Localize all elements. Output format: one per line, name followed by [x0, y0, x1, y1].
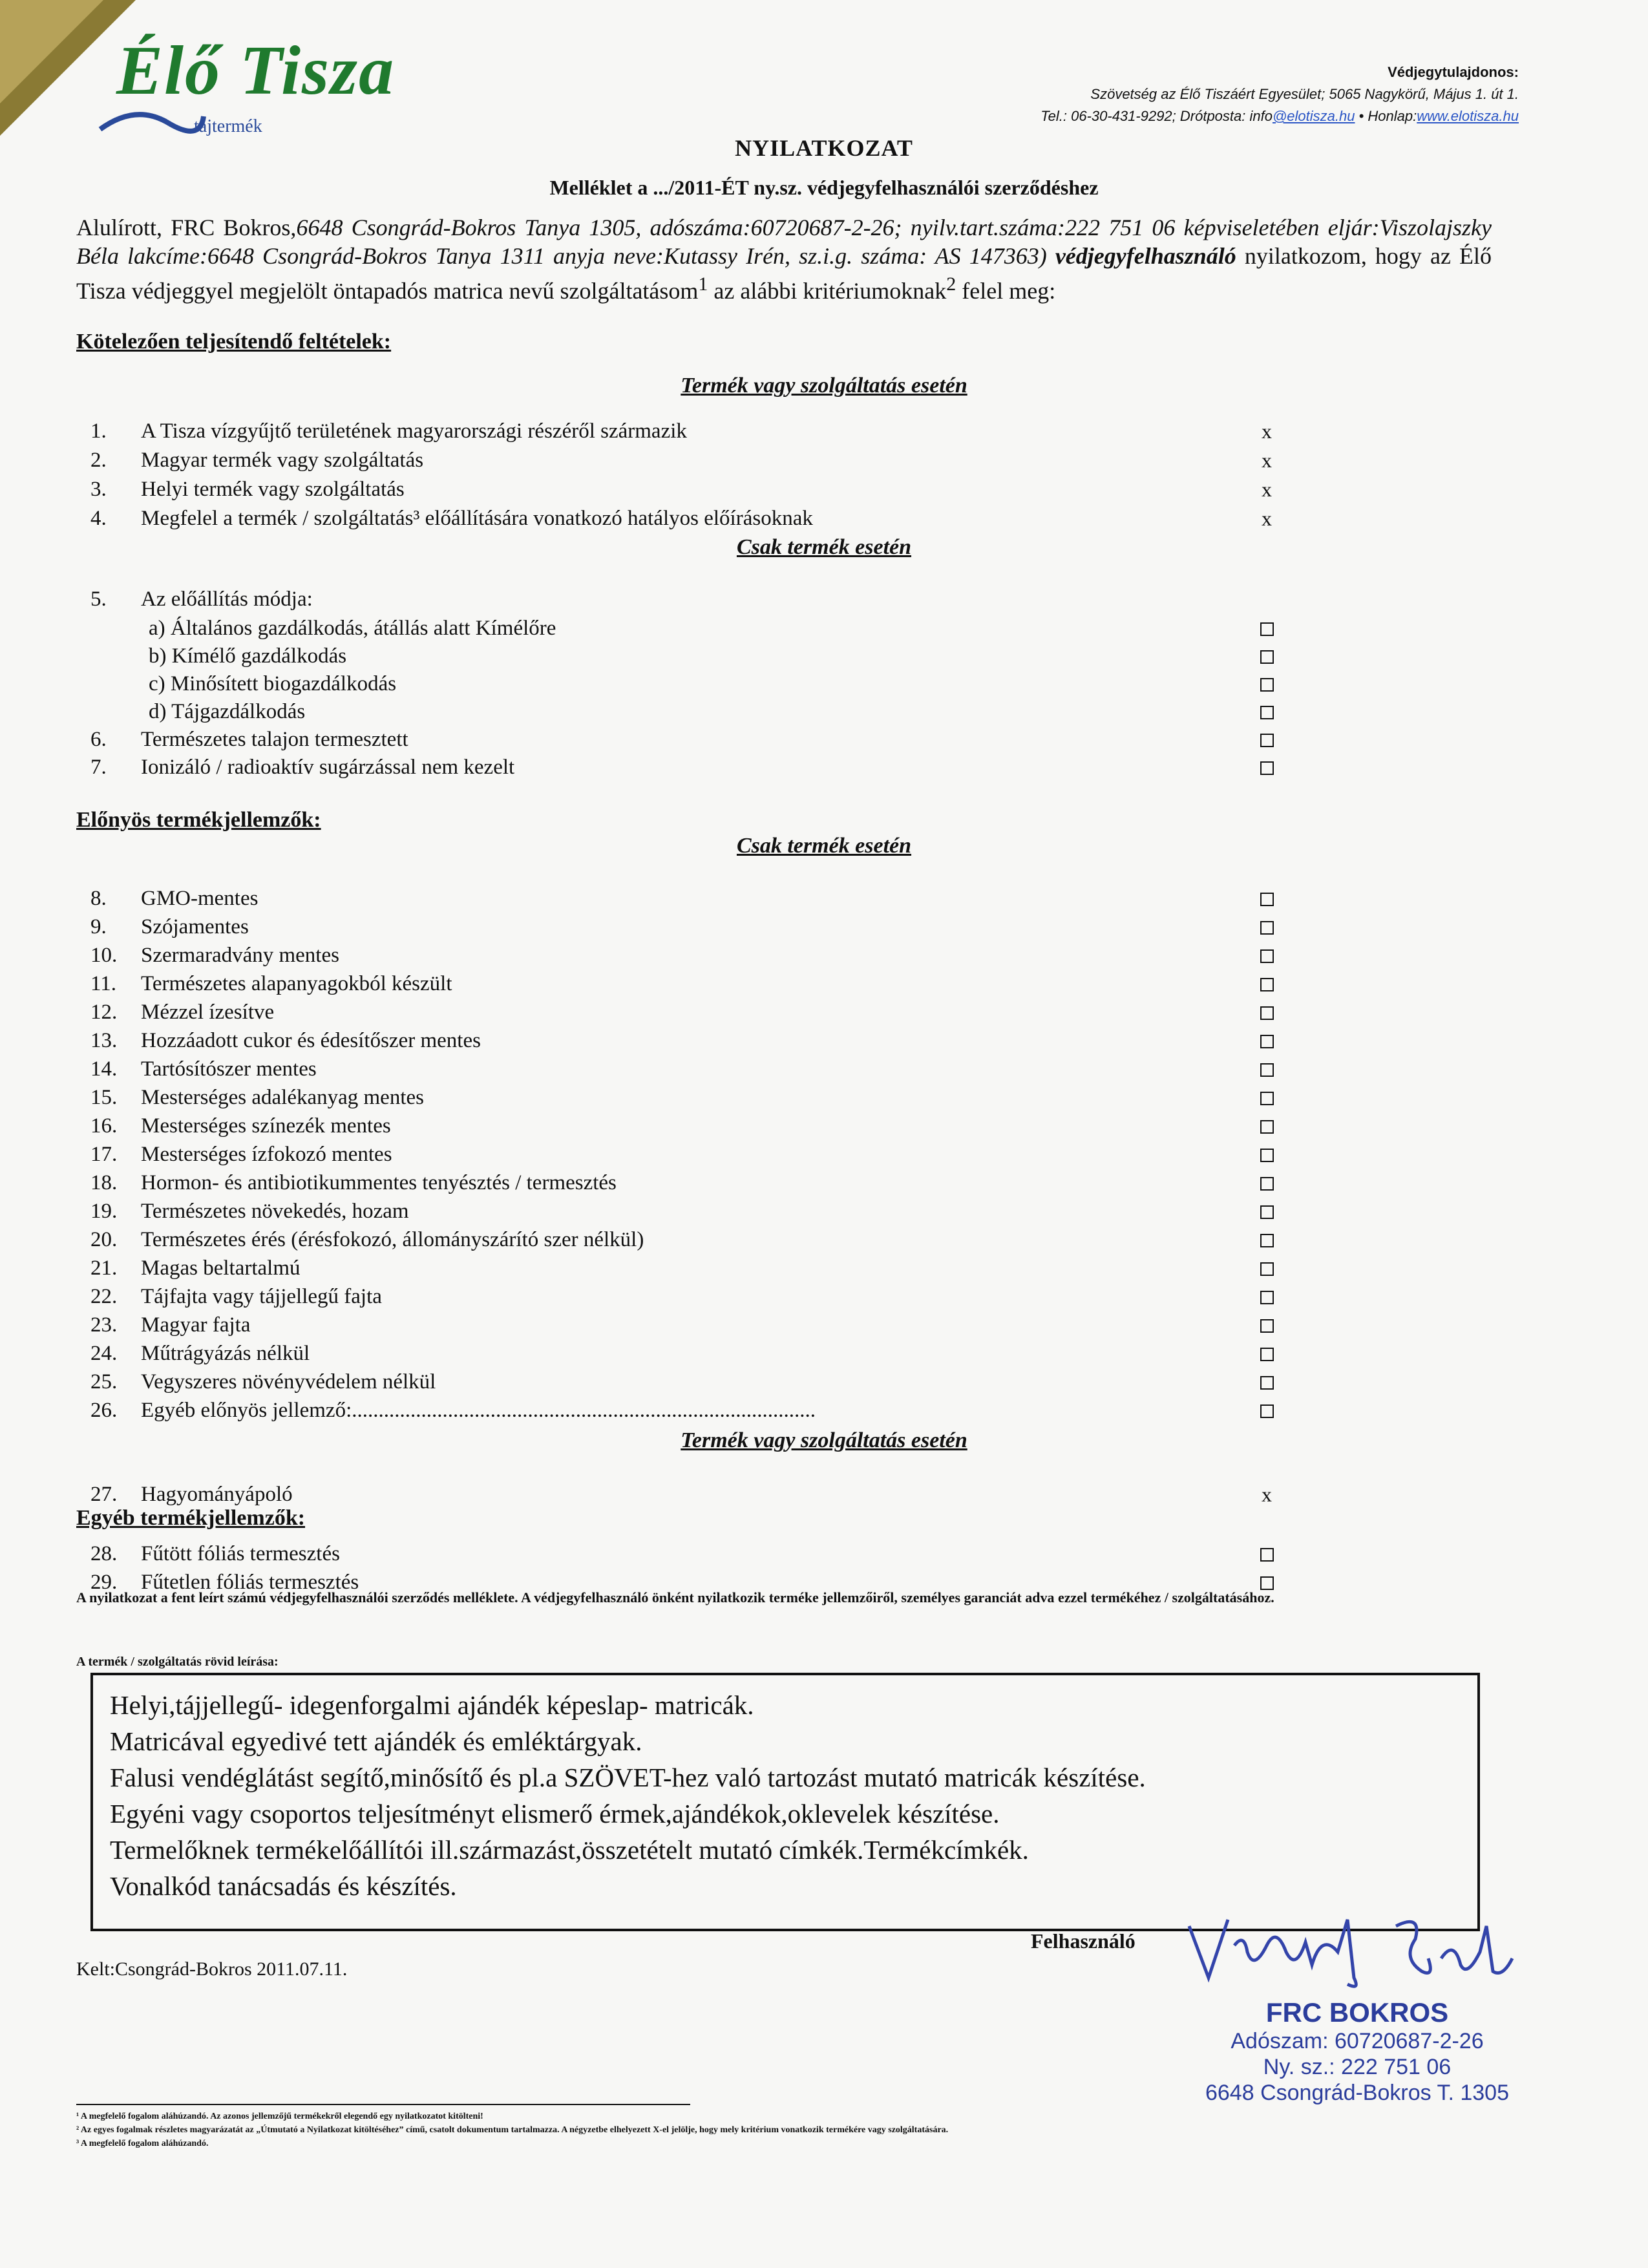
criteria-check-mark[interactable]: x — [1262, 419, 1272, 443]
criteria-checkbox[interactable] — [1254, 642, 1280, 670]
document-title: NYILATKOZAT — [735, 135, 913, 161]
criteria-row — [90, 417, 1293, 445]
criteria-row — [90, 725, 1293, 754]
criteria-checkbox[interactable] — [1254, 1055, 1280, 1083]
criteria-number: 28. — [90, 1542, 118, 1565]
criteria-checkbox[interactable] — [1254, 697, 1280, 726]
owner-title: Védjegytulajdonos: — [1388, 64, 1519, 80]
criteria-row — [90, 970, 1293, 998]
description-line: Termelőknek termékelőállítói ill.származást,összetételt mutató címkék.Termékcímkék. — [110, 1835, 1029, 1865]
criteria-row — [90, 475, 1293, 503]
criteria-number: 17. — [90, 1143, 118, 1166]
footnote-divider — [76, 2104, 690, 2105]
criteria-number: 9. — [90, 915, 107, 938]
criteria-row — [90, 446, 1293, 474]
criteria-label: d) Tájgazdálkodás — [149, 700, 306, 723]
checkbox-square[interactable] — [1260, 1177, 1274, 1191]
criteria-row — [90, 1480, 1293, 1509]
criteria-label: Ionizáló / radioaktív sugárzással nem kezelt — [141, 756, 515, 779]
criteria-check-mark[interactable]: x — [1262, 478, 1272, 501]
company-stamp — [1176, 1997, 1538, 2106]
criteria-checkbox[interactable] — [1254, 941, 1280, 970]
criteria-row — [90, 1339, 1293, 1368]
criteria-number: 13. — [90, 1029, 118, 1052]
criteria-number: 23. — [90, 1313, 118, 1337]
intro-part-2: nyilatkozom, hogy az Élő Tisza védjeggyel megjelölt öntapadós matrica nevű szolgáltatásom — [76, 243, 1492, 304]
criteria-number: 3. — [90, 478, 107, 501]
document-subtitle: Melléklet a .../2011-ÉT ny.sz. védjegyfelhasználói szerződéshez — [549, 176, 1099, 199]
handwritten-signature — [1183, 1907, 1519, 1991]
subhead-product-only-2: Csak termék esetén — [736, 834, 912, 858]
criteria-checkbox[interactable] — [1254, 1282, 1280, 1311]
criteria-row — [90, 642, 1293, 670]
criteria-number: 19. — [90, 1200, 118, 1223]
criteria-checkbox[interactable] — [1254, 1140, 1280, 1169]
criteria-check-mark[interactable]: x — [1262, 449, 1272, 472]
criteria-checkbox[interactable] — [1254, 1197, 1280, 1225]
criteria-row — [90, 753, 1293, 781]
criteria-checkbox[interactable] — [1254, 1540, 1280, 1568]
checkbox-square[interactable] — [1260, 1376, 1274, 1390]
criteria-number: 7. — [90, 756, 107, 779]
criteria-number: 8. — [90, 887, 107, 910]
declaration-intro — [76, 213, 1492, 305]
description-label: A termék / szolgáltatás rövid leírása: — [76, 1655, 279, 1669]
criteria-number: 2. — [90, 449, 107, 472]
checkbox-square[interactable] — [1260, 1149, 1274, 1162]
criteria-row — [90, 1282, 1293, 1311]
owner-web-label: • Honlap: — [1355, 108, 1417, 124]
criteria-checkbox[interactable] — [1254, 725, 1280, 754]
criteria-number: 20. — [90, 1228, 118, 1251]
criteria-number: 16. — [90, 1114, 118, 1138]
section-mandatory: Kötelezően teljesítendő feltételek: — [76, 330, 392, 354]
criteria-checkbox[interactable] — [1254, 753, 1280, 781]
criteria-row — [90, 1540, 1293, 1568]
criteria-checkbox[interactable] — [1254, 1396, 1280, 1425]
criteria-number: 4. — [90, 507, 107, 530]
criteria-label: b) Kímélő gazdálkodás — [149, 644, 347, 668]
criteria-checkbox[interactable] — [1254, 1339, 1280, 1368]
subhead-product-or-service: Termék vagy szolgáltatás esetén — [681, 374, 967, 397]
checkbox-square[interactable] — [1260, 734, 1274, 747]
criteria-label: Tájfajta vagy tájjellegű fajta — [141, 1285, 382, 1308]
checkbox-square[interactable] — [1260, 1006, 1274, 1020]
criteria-label: Természetes növekedés, hozam — [141, 1200, 409, 1223]
criteria-row — [90, 1254, 1293, 1282]
criteria-number: 22. — [90, 1285, 118, 1308]
stamp-address: 6648 Csongrád-Bokros T. 1305 — [1205, 2081, 1509, 2105]
description-line: Vonalkód tanácsadás és készítés. — [110, 1871, 457, 1901]
checkbox-square[interactable] — [1260, 1548, 1274, 1562]
criteria-checkbox[interactable] — [1254, 913, 1280, 941]
criteria-row — [90, 670, 1293, 698]
checkbox-square[interactable] — [1260, 893, 1274, 906]
checkbox-square[interactable] — [1260, 761, 1274, 775]
criteria-label: Természetes érés (érésfokozó, állományszárító szer nélkül) — [141, 1228, 644, 1251]
criteria-label: c) Minősített biogazdálkodás — [149, 672, 397, 695]
checkbox-square[interactable] — [1260, 949, 1274, 963]
intro-details: 6648 Csongrád-Bokros Tanya 1305, adószáma:60720687-2-26; nyilv.tart.száma:222 751 06 képviseletében eljár:Viszolajszky Béla lakcíme:6648 Csongrád-Bokros Tanya 1311 anyja neve:Kutassy Irén, sz.i.g. száma: AS 147363) — [76, 215, 1492, 269]
criteria-checkbox[interactable] — [1254, 670, 1280, 698]
description-line: Helyi,tájjellegű- idegenforgalmi ajándék képeslap- matricák. — [110, 1690, 754, 1720]
criteria-number: 11. — [90, 972, 117, 995]
criteria-checkbox[interactable] — [1254, 884, 1280, 913]
criteria-row — [90, 1169, 1293, 1197]
criteria-label: Fűtött fóliás termesztés — [141, 1542, 340, 1565]
trademark-owner-block — [937, 61, 1519, 127]
criteria-row — [90, 1225, 1293, 1254]
subhead-product-or-service-2: Termék vagy szolgáltatás esetén — [681, 1428, 967, 1452]
checkbox-square[interactable] — [1260, 1063, 1274, 1077]
criteria-label: Megfelel a termék / szolgáltatás³ előállítására vonatkozó hatályos előírásoknak — [141, 507, 813, 530]
criteria-row — [90, 504, 1293, 533]
criteria-label: Szójamentes — [141, 915, 249, 938]
criteria-row — [90, 1311, 1293, 1339]
criteria-number: 26. — [90, 1399, 118, 1422]
criteria-number: 15. — [90, 1086, 118, 1109]
owner-contact — [937, 105, 1519, 127]
criteria-number: 14. — [90, 1057, 118, 1081]
criteria-label: Tartósítószer mentes — [141, 1057, 317, 1081]
checkbox-square[interactable] — [1260, 1319, 1274, 1333]
criteria-label: Mézzel ízesítve — [141, 1001, 275, 1024]
checkbox-square[interactable] — [1260, 1234, 1274, 1247]
criteria-checkbox[interactable] — [1254, 1026, 1280, 1055]
intro-part-3: az alábbi kritériumoknak — [708, 278, 947, 304]
checkbox-square[interactable] — [1260, 1035, 1274, 1048]
footnote-1: ¹ A megfelelő fogalom aláhúzandó. Az azonos jellemzőjű termékekről elegendő egy nyilatkozatot kitölteni! — [76, 2112, 483, 2121]
owner-phone: Tel.: 06-30-431-9292; Drótposta: info — [1041, 108, 1273, 124]
checkbox-square[interactable] — [1260, 1576, 1274, 1590]
criteria-check-mark[interactable]: x — [1262, 1483, 1272, 1506]
criteria-checkbox[interactable] — [1254, 1311, 1280, 1339]
stamp-name: FRC BOKROS — [1265, 1997, 1449, 2028]
checkbox-square[interactable] — [1260, 1291, 1274, 1304]
criteria-label: a) Általános gazdálkodás, átállás alatt Kímélőre — [149, 617, 556, 640]
checkbox-square[interactable] — [1260, 921, 1274, 935]
criteria-label: A Tisza vízgyűjtő területének magyarországi részéről származik — [141, 419, 687, 443]
criteria-number: 29. — [90, 1571, 118, 1594]
description-line: Egyéni vagy csoportos teljesítményt elismerő érmek,ajándékok,oklevelek készítése. — [110, 1799, 1000, 1828]
place-date: Kelt:Csongrád-Bokros 2011.07.11. — [76, 1958, 348, 1980]
intro-part-1: Alulírott, FRC Bokros, — [76, 215, 297, 240]
intro-part-4: felel meg: — [956, 278, 1056, 304]
criteria-number: 1. — [90, 419, 107, 443]
criteria-checkbox[interactable] — [1254, 1225, 1280, 1254]
criteria-label: Hagyományápoló — [141, 1483, 293, 1506]
intro-user-term: védjegyfelhasználó — [1055, 243, 1236, 269]
criteria-label: Műtrágyázás nélkül — [141, 1342, 310, 1365]
criteria-checkbox[interactable] — [1254, 1112, 1280, 1140]
criteria-label: Magyar termék vagy szolgáltatás — [141, 449, 424, 472]
criteria-row — [90, 884, 1293, 913]
criteria-number: 25. — [90, 1370, 118, 1394]
criteria-number: 6. — [90, 728, 107, 751]
section-advantageous: Előnyös termékjellemzők: — [76, 808, 321, 832]
criteria-row — [90, 913, 1293, 941]
criteria-label: Hormon- és antibiotikummentes tenyésztés / termesztés — [141, 1171, 617, 1194]
criteria-label: Magyar fajta — [141, 1313, 251, 1337]
subhead-product-only: Csak termék esetén — [736, 535, 912, 559]
criteria-label: Mesterséges ízfokozó mentes — [141, 1143, 392, 1166]
criteria-checkbox[interactable] — [1254, 1083, 1280, 1112]
criteria-number: 21. — [90, 1256, 118, 1280]
criteria-row — [90, 1197, 1293, 1225]
criteria-number: 24. — [90, 1342, 118, 1365]
criteria-label: GMO-mentes — [141, 887, 259, 910]
criteria-number: 27. — [90, 1483, 118, 1506]
owner-web-link[interactable]: www.elotisza.hu — [1417, 108, 1519, 124]
criteria-row — [90, 1140, 1293, 1169]
description-line: Falusi vendéglátást segítő,minősítő és pl.a SZÖVET-hez való tartozást mutató matricák készítése. — [110, 1763, 1146, 1792]
criteria-label: Vegyszeres növényvédelem nélkül — [141, 1370, 436, 1394]
criteria-row — [90, 1396, 1293, 1425]
criteria-checkbox[interactable] — [1254, 1368, 1280, 1396]
criteria-row — [90, 1026, 1293, 1055]
criteria-checkbox[interactable] — [1254, 614, 1280, 642]
logo: Élő Tisza — [116, 32, 396, 109]
criteria-label: Az előállítás módja: — [141, 588, 313, 611]
criteria-row — [90, 1368, 1293, 1396]
owner-email-link[interactable]: @elotisza.hu — [1272, 108, 1355, 124]
criteria-label: Szermaradvány mentes — [141, 944, 339, 967]
criteria-label: Egyéb előnyös jellemző:....................................................................................... — [141, 1399, 816, 1422]
criteria-row — [90, 1112, 1293, 1140]
footnote-2: ² Az egyes fogalmak részletes magyarázatát az „Útmutató a Nyilatkozat kitöltéséhez” című, csatolt dokumentum tartalmazza. A négyzetbe elhelyezett X-el jelölje, hogy mely kritérium vonatkozik termékére vagy szolgáltatására. — [76, 2125, 949, 2135]
section-other: Egyéb termékjellemzők: — [76, 1506, 306, 1530]
criteria-label: Természetes talajon termesztett — [141, 728, 408, 751]
criteria-number: 10. — [90, 944, 118, 967]
criteria-label: Magas beltartalmú — [141, 1256, 301, 1280]
criteria-number: 5. — [90, 588, 107, 611]
criteria-label: Hozzáadott cukor és édesítőszer mentes — [141, 1029, 481, 1052]
criteria-row — [90, 998, 1293, 1026]
criteria-number: 12. — [90, 1001, 118, 1024]
stamp-tax: Adószam: 60720687-2-26 — [1231, 2029, 1484, 2053]
description-box — [90, 1673, 1480, 1931]
checkbox-square[interactable] — [1260, 978, 1274, 991]
criteria-checkbox[interactable] — [1254, 998, 1280, 1026]
checkbox-square[interactable] — [1260, 1092, 1274, 1105]
criteria-row — [90, 614, 1293, 642]
criteria-number: 18. — [90, 1171, 118, 1194]
criteria-label: Mesterséges színezék mentes — [141, 1114, 391, 1138]
footnote-3: ³ A megfelelő fogalom aláhúzandó. — [76, 2139, 209, 2148]
checkbox-square[interactable] — [1260, 1348, 1274, 1361]
criteria-label: Természetes alapanyagokból készült — [141, 972, 452, 995]
footnote-ref-1: 1 — [698, 273, 708, 295]
owner-address: Szövetség az Élő Tiszáért Egyesület; 5065 Nagykörű, Május 1. út 1. — [1090, 86, 1519, 102]
criteria-label: Mesterséges adalékanyag mentes — [141, 1086, 424, 1109]
criteria-checkbox[interactable] — [1254, 1254, 1280, 1282]
checkbox-square[interactable] — [1260, 1262, 1274, 1276]
checkbox-square[interactable] — [1260, 1404, 1274, 1418]
checkbox-square[interactable] — [1260, 706, 1274, 719]
criteria-row — [90, 1055, 1293, 1083]
criteria-row — [90, 1083, 1293, 1112]
description-line: Matricával egyedivé tett ajándék és emléktárgyak. — [110, 1726, 642, 1756]
criteria-checkbox[interactable] — [1254, 970, 1280, 998]
criteria-row — [90, 941, 1293, 970]
criteria-label: Helyi termék vagy szolgáltatás — [141, 478, 405, 501]
checkbox-square[interactable] — [1260, 678, 1274, 692]
checkbox-square[interactable] — [1260, 622, 1274, 636]
stamp-reg: Ny. sz.: 222 751 06 — [1263, 2055, 1452, 2079]
logo-subtitle: tájtermék — [194, 116, 262, 136]
annex-note: A nyilatkozat a fent leírt számú védjegyfelhasználói szerződés melléklete. A védjegyfelhasználó önként nyilatkozik terméke jellemzőiről, személyes garanciát adva ezzel termékéhez / szolgáltatásához. — [76, 1589, 1274, 1606]
criteria-row — [90, 697, 1293, 726]
footnote-ref-2: 2 — [946, 273, 956, 295]
criteria-row — [90, 585, 1293, 613]
criteria-checkbox[interactable] — [1254, 1169, 1280, 1197]
checkbox-square[interactable] — [1260, 1205, 1274, 1219]
checkbox-square[interactable] — [1260, 1120, 1274, 1134]
criteria-check-mark[interactable]: x — [1262, 507, 1272, 530]
user-label: Felhasználó — [1031, 1929, 1136, 1953]
checkbox-square[interactable] — [1260, 650, 1274, 664]
criteria-label: Fűtetlen fóliás termesztés — [141, 1571, 359, 1594]
